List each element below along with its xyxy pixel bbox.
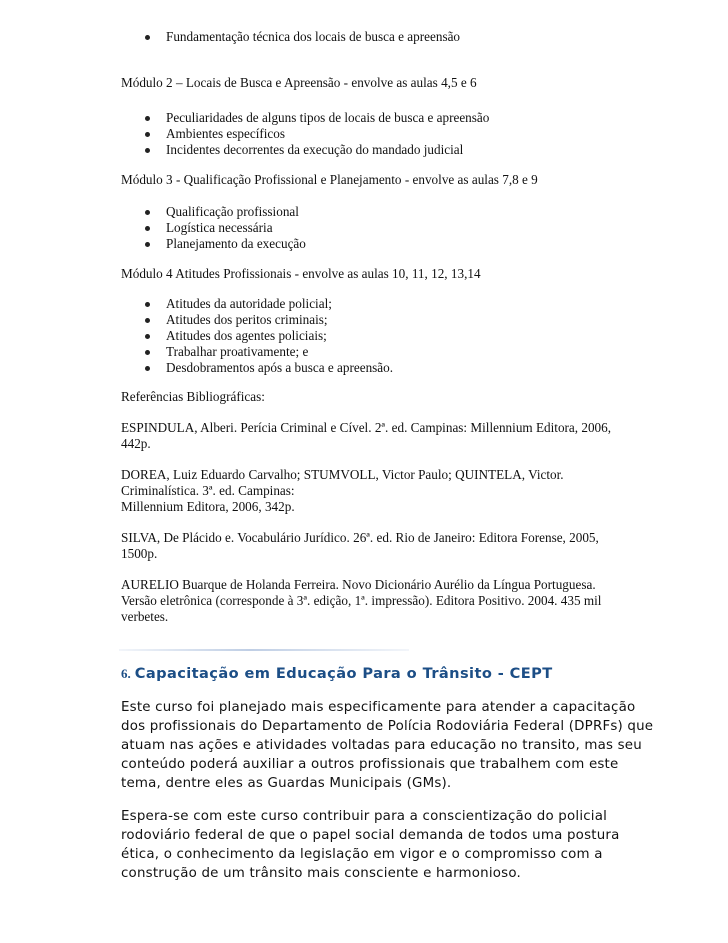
document-page: Fundamentação técnica dos locais de busca e apreensão Módulo 2 – Locais de Busca e Apreensão - envolve as aulas 4,5 e 6 Peculiaridades de alguns tipos de locais de busca e apreensão Ambientes específicos Incidentes decorrentes da execução do mandado judicial Módulo 3 - Qualificação Profissional e Planejamento - envolve as aulas 7,8 e 9 Qualificação profissional Logística necessária Planejamento da execução Módulo 4 Atitudes Profissionais - envolve as aulas 10, 11, 12, 13,14 Atitudes da autoridade policial; Atitudes dos peritos criminais; Atitudes dos agentes policiais; Trabalhar proativamente; e Desdobramentos após a busca e apreensão. Referências Bibliográficas: ESPINDULA, Alberi. Perícia Criminal e Cível. 2ª. ed. Campinas: Millennium Editora, 2006, 442p. DOREA, Luiz Eduardo Carvalho; STUMVOLL, Victor Paulo; QUINTELA, Victor. Criminalística. 3ª. ed. Campinas: Millennium Editora, 2006, 342p. SILVA, De Plácido e. Vocabulário Jurídico. 26ª. ed. Rio de Janeiro: Editora Forense, 2005, 1500p. AURELIO Buarque de Holanda Ferreira. Novo Dicionário Aurélio da Língua Portuguesa. Versão eletrônica (corresponde à 3ª. edição, 1ª. impressão). Editora Positivo. 2004. 435 mil verbetes. 6. Capacitação em Educação Para o Trânsito - CEPT Este curso foi planejado mais especificamente para atender a capacitação dos profissionais do Departamento de Polícia Rodoviária Federal (DPRFs) que atuam nas ações e atividades voltadas para educação no transito, mas seu conteúdo poderá auxiliar a outros profissionais que trabalhem com este tema, dentre eles as Guardas Municipais (GMs). Espera-se com este curso contribuir para a conscientização do policial rodoviário federal de que o papel social demanda de todos uma postura ética, o conhecimento da legislação em vigor e o compromisso com a construção de um trânsito mais consciente e harmonioso.	[121, 29, 654, 881]
bullet-icon	[145, 334, 150, 339]
reference-line: SILVA, De Plácido e. Vocabulário Jurídico. 26ª. ed. Rio de Janeiro: Editora Forense, 2005,	[121, 530, 599, 545]
bullet-icon	[145, 242, 150, 247]
reference-line: Versão eletrônica (corresponde à 3ª. edição, 1ª. impressão). Editora Positivo. 2004. 435 mil	[121, 593, 602, 608]
bullet-icon	[145, 132, 150, 137]
bullet-icon	[145, 148, 150, 153]
reference-line: Millennium Editora, 2006, 342p.	[121, 499, 295, 514]
paragraph-line: construção de um trânsito mais consciente e harmonioso.	[121, 866, 521, 881]
paragraph-line: ética, o conhecimento da legislação em vigor e o compromisso com a	[121, 847, 603, 862]
module-heading: Módulo 4 Atitudes Profissionais - envolve as aulas 10, 11, 12, 13,14	[121, 266, 481, 281]
reference-line: Criminalística. 3ª. ed. Campinas:	[121, 483, 295, 498]
reference-line: verbetes.	[121, 609, 169, 624]
section-number: 6.	[121, 666, 131, 681]
module-heading: Módulo 2 – Locais de Busca e Apreensão - envolve as aulas 4,5 e 6	[121, 75, 477, 90]
reference-line: 442p.	[121, 436, 151, 451]
paragraph-line: dos profissionais do Departamento de Polícia Rodoviária Federal (DPRFs) que	[121, 719, 654, 734]
section-divider	[119, 649, 409, 651]
reference-line: DOREA, Luiz Eduardo Carvalho; STUMVOLL, Victor Paulo; QUINTELA, Victor.	[121, 467, 564, 482]
paragraph-line: rodoviário federal de que o papel social demanda de todos uma postura	[121, 828, 620, 843]
paragraph-line: Este curso foi planejado mais especificamente para atender a capacitação	[121, 700, 636, 715]
bullet-icon	[145, 366, 150, 371]
paragraph-line: atuam nas ações e atividades voltadas para educação no transito, mas seu	[121, 738, 642, 753]
bullet-icon	[145, 302, 150, 307]
bullet-icon	[145, 210, 150, 215]
paragraph-line: Espera-se com este curso contribuir para a conscientização do policial	[121, 809, 608, 824]
module-heading: Módulo 3 - Qualificação Profissional e Planejamento - envolve as aulas 7,8 e 9	[121, 172, 538, 187]
reference-line: ESPINDULA, Alberi. Perícia Criminal e Cível. 2ª. ed. Campinas: Millennium Editora, 2006,	[121, 420, 612, 435]
reference-line: 1500p.	[121, 546, 158, 561]
paragraph-line: tema, dentre eles as Guardas Municipais (GMs).	[121, 776, 452, 791]
bullet-icon	[145, 116, 150, 121]
bullet-icon	[145, 350, 150, 355]
bullet-icon	[145, 35, 150, 40]
bullet-icon	[145, 226, 150, 231]
bullet-icon	[145, 318, 150, 323]
section-title: Capacitação em Educação Para o Trânsito - CEPT	[134, 665, 553, 682]
reference-line: AURELIO Buarque de Holanda Ferreira. Novo Dicionário Aurélio da Língua Portuguesa.	[121, 577, 596, 592]
paragraph-line: conteúdo poderá auxiliar a outros profissionais que trabalhem com este	[121, 757, 619, 772]
section-heading	[121, 665, 553, 683]
references-heading: Referências Bibliográficas:	[121, 389, 265, 404]
